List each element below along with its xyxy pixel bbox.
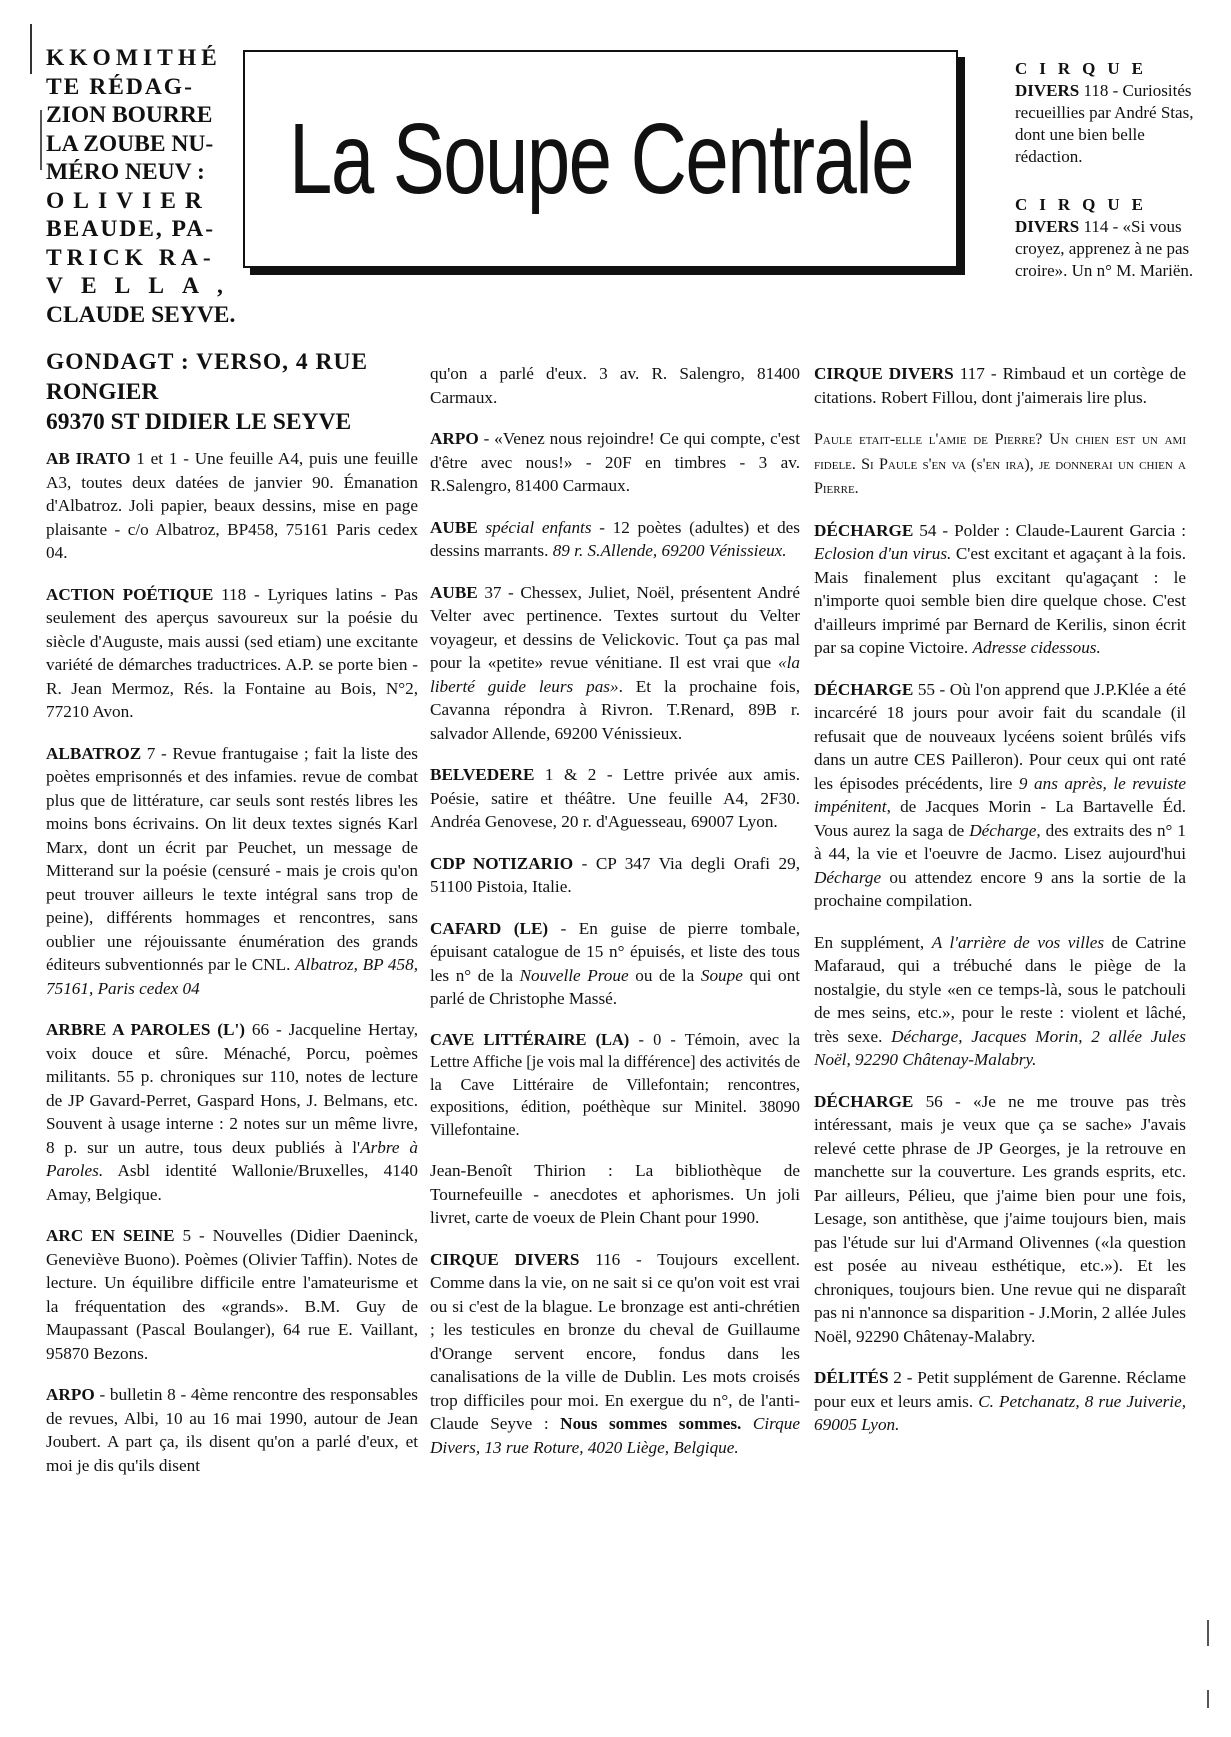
entry-text: qui ont parlé de Christophe Massé. <box>430 965 800 1008</box>
entry-heading: DIVERS <box>1015 217 1080 236</box>
entry-text: 56 - «Je ne me trouve pas très intéressant, mais je veux que ça se sache» J'avais relevé cette phrase de JP Georges, je la retrouve en manchette sur la couverture. Les grands esprits, etc. Par ailleurs, Pélieu, que j'aime bien pour une fois, Lesage, son antithèse, que j'aime toujours bien, mais pas l'étude sur lui d'Armand Olivennes («la question est posée au niveau esthétique, etc.»). Et les chroniques, toujours bien. Une revue qui ne disparaît pas ni n'annonce sa disparition - J.Morin, 2 allée Jules Noël, 92290 Châtenay-Malabry. <box>814 1091 1186 1346</box>
entry-text: , de Jacques Morin - La Bartavelle Éd. Vous aurez la saga de <box>814 797 1186 840</box>
entry-emphasis: Soupe <box>700 965 743 985</box>
entry-heading: ALBATROZ <box>46 743 142 763</box>
review-entry <box>46 1018 418 1206</box>
entry-text: 7 - Revue frantugaise ; fait la liste des poètes emprisonnés et des infamies. revue de combat plus que de littérature, car seuls sont restés libres les moins bons écrivains. On lit deux textes signés Karl Marx, dont un écrit par Peuchet, un message de Mitterand sur la poésie (censuré - mais je crois qu'on peut trouver ailleurs le texte intégral sans trop de peine), différents hommages et rencontres, sans oublier une réjouissante énumération des grands éditeurs subventionnés par le CNL. <box>46 743 418 974</box>
credit-line: OLIVIER <box>46 187 211 214</box>
entry-text: 37 - Chessex, Juliet, Noël, présentent André Velter avec pertinence. Textes surtout du Velter voyageur, et dessins de Velickovic. Tout ça pas mal pour la «petite» revue vénitiane. Il est vrai que <box>430 582 800 672</box>
entry-text: En supplément, <box>814 932 932 952</box>
entry-text: C'est excitant et agaçant à la fois. Mais finalement plus excitant qu'agaçant : le n'importe quoi semble bien dire quelque chose. C'est d'ailleurs imprimé par Bernard de Kerilis, sinon écrit par sa copine Victoire. <box>814 544 1187 657</box>
credit-line: LA ZOUBE NU- <box>46 130 214 157</box>
margin-tick-mark <box>1207 1620 1209 1646</box>
entry-heading: CIRQUE <box>1015 195 1156 214</box>
editorial-address <box>46 347 416 437</box>
entry-heading: AUBE <box>430 517 478 537</box>
entry-emphasis: Adresse cidessous. <box>972 638 1101 657</box>
entry-heading: ARPO <box>46 1385 95 1404</box>
entry-text: Jean-Benoît Thirion : La bibliothèque de Tournefeuille - anecdotes et aphorismes. Un joli livret, carte de voeux de Plein Chant pour 1990. <box>430 1161 800 1227</box>
entry-text: 116 - Toujours excellent. Comme dans la vie, on ne sait si ce qu'on voit est vrai ou si c'est de la blague. Le bronzage est anti-chrétien ; les testicules en bronze du cheval de Guillaume d'Orange servent encore, fondus dans les canalisations de la ville de Dublin. Les mots croisés trop difficiles pour moi. En exergue du n°, de l'anti-Claude Seyve : <box>430 1249 800 1433</box>
entry-heading: AUBE <box>430 582 478 602</box>
credit-line: BEAUDE, PA- <box>46 216 216 242</box>
entry-text: . Et la prochaine fois, Cavanna répondra à Rivron. T.Renard, 89B r. salvador Allende, 69200 Vénissieux. <box>430 676 800 743</box>
entry-heading: CIRQUE DIVERS <box>430 1249 580 1269</box>
review-entry <box>46 1383 418 1477</box>
entry-heading: CDP NOTIZARIO <box>430 853 574 873</box>
credit-line: KKOMITHÉ <box>46 45 222 71</box>
column-3 <box>814 362 1186 1455</box>
entry-text: 2 - Petit supplément de Garenne. Réclame pour eux et leurs amis. <box>814 1368 1186 1411</box>
masthead-box <box>243 50 958 268</box>
entry-heading: CAFARD (LE) <box>430 918 549 938</box>
review-entry <box>430 516 800 563</box>
review-entry <box>430 852 800 899</box>
entry-heading: DÉCHARGE <box>814 520 914 540</box>
entry-text: 5 - Nouvelles (Didier Daeninck, Geneviève Buono). Poèmes (Olivier Taffin). Notes de lecture. Un équilibre difficile entre l'amateurisme et la fréquentation des «grands». B.M. Guy de Maupassant (Pascal Boulanger), 64 rue E. Vaillant, 95870 Bezons. <box>46 1226 418 1363</box>
review-entry <box>430 763 800 834</box>
review-entry <box>430 362 800 409</box>
entry-heading: DÉCHARGE <box>814 679 914 699</box>
entry-heading: ARC EN SEINE <box>46 1226 175 1245</box>
entry-text: - 0 - Témoin, avec la Lettre Affiche [je vois mal la différence] des activités de la Cave Littéraire de Villefontain; rencontres, expositions, édition, poéthèque sur Minitel. 38090 Villefontaine. <box>430 1029 800 1139</box>
review-entry <box>814 427 1186 501</box>
entry-text: qu'on a parlé d'eux. 3 av. R. Salengro, 81400 Carmaux. <box>430 364 800 407</box>
entry-address: C. Petchanatz, 8 rue Juiverie, 69005 Lyon. <box>814 1391 1186 1434</box>
entry-text: 55 - Où l'on apprend que J.P.Klée a été incarcéré 18 jours pour avoir fait du scandale (il refusait que de nouveaux lycéens soient brûlés vifs dans un autre CES Pailleron). Pour ceux qui ont raté les épisodes précédents, lire <box>814 679 1186 793</box>
credit-line: MÉRO NEUV : <box>46 159 205 185</box>
entry-heading: AB IRATO <box>46 449 131 468</box>
entry-text: 54 - Polder : Claude-Laurent Garcia : <box>913 520 1186 540</box>
entry-text: 1 & 2 - Lettre privée aux amis. Poésie, satire et théâtre. Une feuille A4, 2F30. Andréa Genovese, 20 r. d'Aguesseau, 69007 Lyon. <box>430 765 800 831</box>
review-entry <box>46 742 418 1001</box>
entry-emphasis: «la liberté guide leurs pas» <box>430 653 800 696</box>
entry-text: - CP 347 Via degli Orafi 29, 51100 Pistoia, Italie. <box>430 853 800 896</box>
margin-bracket-mark <box>30 24 38 74</box>
column-1 <box>46 447 418 1495</box>
entry-heading: ACTION POÉTIQUE <box>46 584 214 604</box>
entry-address: Décharge, Jacques Morin, 2 allée Jules Noël, 92290 Châtenay-Malabry. <box>814 1026 1186 1069</box>
credit-line: VELLA, <box>46 273 241 299</box>
entry-text: - 12 poètes (adultes) et des dessins marrants. <box>430 517 800 560</box>
entry-text: , des extraits des n° 1 à 44, la vie et l'oeuvre de Jacmo. Lisez aujourd'hui <box>814 820 1186 863</box>
address-line: GONDAGT : VERSO, 4 RUE <box>46 349 369 375</box>
entry-address: 89 r. S.Allende, 69200 Vénissieux. <box>552 541 787 560</box>
entry-text: de Catrine Mafaraud, qui a trébuché dans le piège de la nostalgie, du style «en ce temps-là, sous le patchouli de mes seins, etc.», pour le reste : violent et lâché, très sexe. <box>814 932 1186 1046</box>
entry-heading: DÉLITÉS <box>814 1368 889 1387</box>
entry-heading: CIRQUE <box>1015 59 1156 78</box>
address-line: RONGIER <box>46 379 159 405</box>
entry-address: Cirque Divers, 13 rue Roture, 4020 Liège, Belgique. <box>430 1414 800 1457</box>
entry-emphasis: Arbre à Paroles. <box>46 1137 418 1180</box>
review-entry <box>814 931 1186 1072</box>
review-entry <box>814 678 1186 913</box>
entry-emphasis: spécial enfants <box>485 517 592 537</box>
entry-address: Albatroz, BP 458, 75161, Paris cedex 04 <box>46 955 418 998</box>
review-entry <box>430 917 800 1011</box>
entry-text: 118 - Curiosités recueillies par André Stas, dont une bien belle rédaction. <box>1015 81 1194 166</box>
entry-text: ou attendez encore 9 ans la sortie de la prochaine compilation. <box>814 867 1186 910</box>
entry-emphasis: Eclosion d'un virus. <box>814 544 952 563</box>
review-entry <box>814 1090 1186 1349</box>
entry-text: 117 - Rimbaud et un cortège de citations. Robert Fillou, dont j'aimerais lire plus. <box>814 364 1186 407</box>
entry-text: - bulletin 8 - 4ème rencontre des responsables de revues, Albi, 10 au 16 mai 1990, autour de Jean Joubert. A part ça, ils disent qu'on a parlé d'eux, et moi je dis qu'ils disent <box>46 1385 418 1475</box>
review-entry <box>1015 58 1197 168</box>
entry-quote: Nous sommes sommes. <box>560 1414 742 1433</box>
review-entry <box>46 447 418 565</box>
entry-text: - En guise de pierre tombale, épuisant catalogue de 15 n° épuisés, et liste des tous les n° de la <box>430 918 800 985</box>
address-line: 69370 ST DIDIER LE SEYVE <box>46 409 352 435</box>
entry-heading: ARBRE A PAROLES (L') <box>46 1020 245 1039</box>
review-entry <box>430 1029 800 1142</box>
entry-text: Asbl identité Wallonie/Bruxelles, 4140 Amay, Belgique. <box>46 1161 418 1204</box>
entry-text: 66 - Jacqueline Hertay, voix douce et sûre. Ménaché, Porcu, poèmes militants. 55 p. chroniques sur 110, notes de lecture de JP Gavard-Perret, Gaspard Hons, J. Belmans, etc. Souvent à usage interne : 2 notes sur un même livre, 8 p. sur un autre, tous deux publiés à l' <box>46 1020 418 1157</box>
entry-smallcaps-text: Paule etait-elle l'amie de Pierre? Un chien est un ami fidele. Si Paule s'en va (s'en ira), je donnerai un chien a Pierre. <box>814 431 1186 497</box>
credit-line: TRICK RA- <box>46 244 216 271</box>
entry-text: 1 et 1 - Une feuille A4, puis une feuille A3, toutes deux datées de janvier 90. Émanation d'Albatroz. Joli papier, beaux dessins, mise en page plaisante - c/o Albatroz, BP458, 75161 Paris cedex 04. <box>46 449 418 562</box>
entry-heading: ARPO <box>430 429 479 448</box>
review-entry <box>814 519 1186 660</box>
editorial-credits <box>46 44 241 329</box>
entry-emphasis: Nouvelle Proue <box>519 965 629 985</box>
top-right-notes <box>1015 58 1197 308</box>
entry-text: 114 - «Si vous croyez, apprenez à ne pas croire». Un n° M. Mariën. <box>1015 217 1194 280</box>
column-2 <box>430 362 800 1477</box>
entry-emphasis: Décharge <box>814 867 882 887</box>
review-entry <box>430 1248 800 1460</box>
review-entry <box>430 427 800 498</box>
review-entry <box>814 1366 1186 1437</box>
review-entry <box>46 583 418 724</box>
margin-tick-mark <box>1207 1690 1209 1708</box>
review-entry <box>814 362 1186 409</box>
credit-line: CLAUDE SEYVE. <box>46 301 236 328</box>
entry-text: ou de la <box>628 965 701 985</box>
entry-text: 118 - Lyriques latins - Pas seulement des aperçus savoureux sur la poésie du siècle d'Auguste, mais aussi (sed etiam) une excitante variété de démarches traductrices. A.P. se porte bien - R. Jean Mermoz, Rés. la Fontaine au Bois, N°2, 77210 Avon. <box>46 584 418 721</box>
masthead-title: La Soupe Centrale <box>288 102 913 215</box>
review-entry <box>430 581 800 746</box>
entry-heading: CAVE LITTÉRAIRE (LA) <box>430 1029 630 1049</box>
entry-text: - «Venez nous rejoindre! Ce qui compte, c'est d'être avec nous!» - 20F en timbres - 3 av. R.Salengro, 81400 Carmaux. <box>430 429 800 495</box>
entry-emphasis: 9 ans après, le revuiste impénitent <box>814 773 1187 816</box>
review-entry <box>1015 194 1197 282</box>
credit-line: ZION BOURRE <box>46 102 213 128</box>
entry-emphasis: Décharge <box>969 820 1037 840</box>
entry-heading: CIRQUE DIVERS <box>814 364 954 383</box>
entry-heading: DÉCHARGE <box>814 1091 914 1111</box>
review-entry <box>430 1159 800 1230</box>
entry-heading: BELVEDERE <box>430 765 535 784</box>
entry-emphasis: A l'arrière de vos villes <box>931 932 1105 952</box>
review-entry <box>46 1224 418 1365</box>
credit-line: TE RÉDAG- <box>46 73 194 100</box>
entry-heading: DIVERS <box>1015 81 1080 100</box>
